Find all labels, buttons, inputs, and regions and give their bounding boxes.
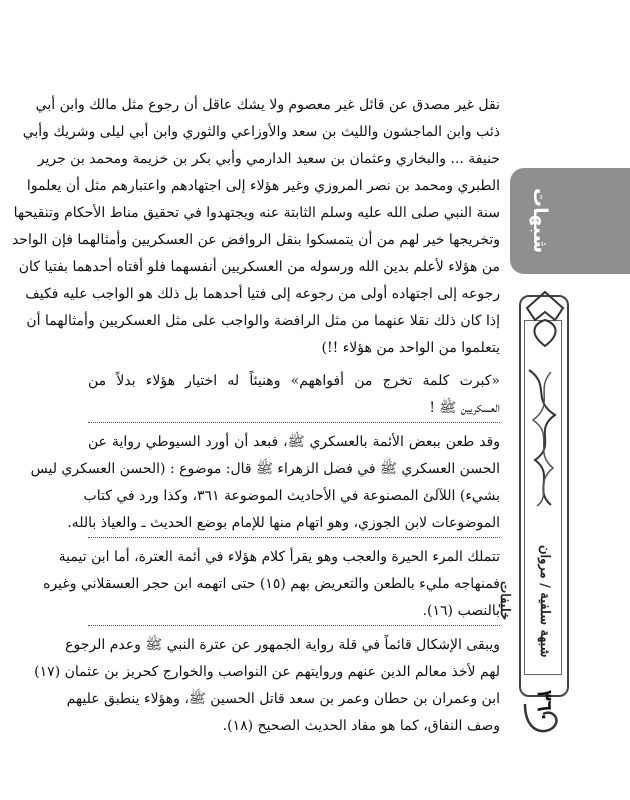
section-subtitle: شبهة سلفية / مروان خليفات xyxy=(497,544,552,658)
text-line: بشيء) اللآلئ المصنوعة في الأحاديث الموضوعة ٣٦١، وكذا ورد في كتاب xyxy=(83,488,500,504)
ornament-top-icon xyxy=(519,290,571,350)
ornament-bottom-icon xyxy=(519,700,571,740)
book-title: شبهات وردود xyxy=(489,188,551,254)
text-line: نقل غير مصدق عن قائل غير معصوم ولا يشك عاقل أن رجوع مثل مالك وابن أبي xyxy=(35,97,500,113)
text-line: الموضوعات لابن الجوزي، وهو اتهام منها للإمام بوضع الحديث ـ والعياذ بالله. xyxy=(88,510,500,538)
text-line: يتعلموا من الواحد من هؤلاء !!) xyxy=(321,340,500,356)
body-text xyxy=(11,92,500,740)
text-line: لهم لأخذ معالم الدين عنهم وروايتهم عن النواصب والخوارج كحريز بن عثمان (١٧) xyxy=(34,664,500,680)
text-line: الحسن العسكري ﷺ في فضل الزهراء ﷺ قال: موضوع : (الحسن العسكري ليس xyxy=(30,461,500,477)
calligraphy-emblem-icon xyxy=(521,360,567,510)
text-line: الطبري ومحمد بن نصر المروزي وغير هؤلاء إلى اجتهادهم واعتبارهم مثل أن يعلموا xyxy=(26,178,500,194)
text-line: ابن وعمران بن حطان وعمر بن سعد قاتل الحسين ﷺ، وهؤلاء ينطبق عليهم xyxy=(66,691,500,707)
text-line: وتخريجها خير لهم من أن يتمسكوا بنقل الروافض عن العسكريين وأمثالهما فإن الواحد xyxy=(11,232,500,248)
text-line: حنيفة ... والبخاري وعثمان بن سعيد الدارمي وأبي بكر بن خزيمة ومحمد بن جرير xyxy=(37,151,500,167)
text-line: إذا كان ذلك نقلا عنهما من مثل الرافضة والواجب على مثل العسكريين وأمثالهما أن xyxy=(26,313,500,329)
text-line: بالنصب (١٦). xyxy=(88,598,500,626)
text-line: تتملك المرء الحيرة والعجب وهو يقرأ كلام هؤلاء في أئمة العترة، أما ابن تيمية xyxy=(58,549,500,565)
text-line: سنة النبي صلى الله عليه وسلم الثابتة عنه ويجتهدوا في تحقيق مناط الأحكام وتنقيحها xyxy=(13,205,500,221)
text-line: وقد طعن ببعض الأئمة بالعسكري ﷺ، فبعد أن أورد السيوطي رواية عن xyxy=(88,434,500,450)
page-number: ٣٦٠ xyxy=(533,689,557,723)
text-line: ويبقى الإشكال قائماً في قلة رواية الجمهور عن عترة النبي ﷺ وعدم الرجوع xyxy=(65,637,500,653)
text-line: ذئب وابن الماجشون والليث بن سعد والأوزاعي والثوري وابن أبي ليلى وشريك وأبي xyxy=(22,124,500,140)
quote-line: العسكريين ﷺ ! xyxy=(88,395,500,423)
text-line: رجوعه إلى اجتهاده أولى من رجوعه إلى فتيا أحدهما بل ذلك هو الواجب عليه فكيف xyxy=(25,286,500,302)
text-line: فمنهاجه مليء بالطعن والتعريض بهم (١٥) حتى اتهمه ابن حجر العسقلاني وغيره xyxy=(43,576,500,592)
quote-line: «كبرت كلمة تخرج من أفواههم» وهنيئاً له اختيار هؤلاء بدلاً من xyxy=(88,373,500,389)
text-line: وصف النفاق، كما هو مفاد الحديث الصحيح (١٨). xyxy=(222,718,500,734)
text-line: من هؤلاء لأعلم بدين الله ورسوله من العسكريين أنفسهما فلو أفتاه أحدهما بفتيا كان xyxy=(18,259,500,275)
